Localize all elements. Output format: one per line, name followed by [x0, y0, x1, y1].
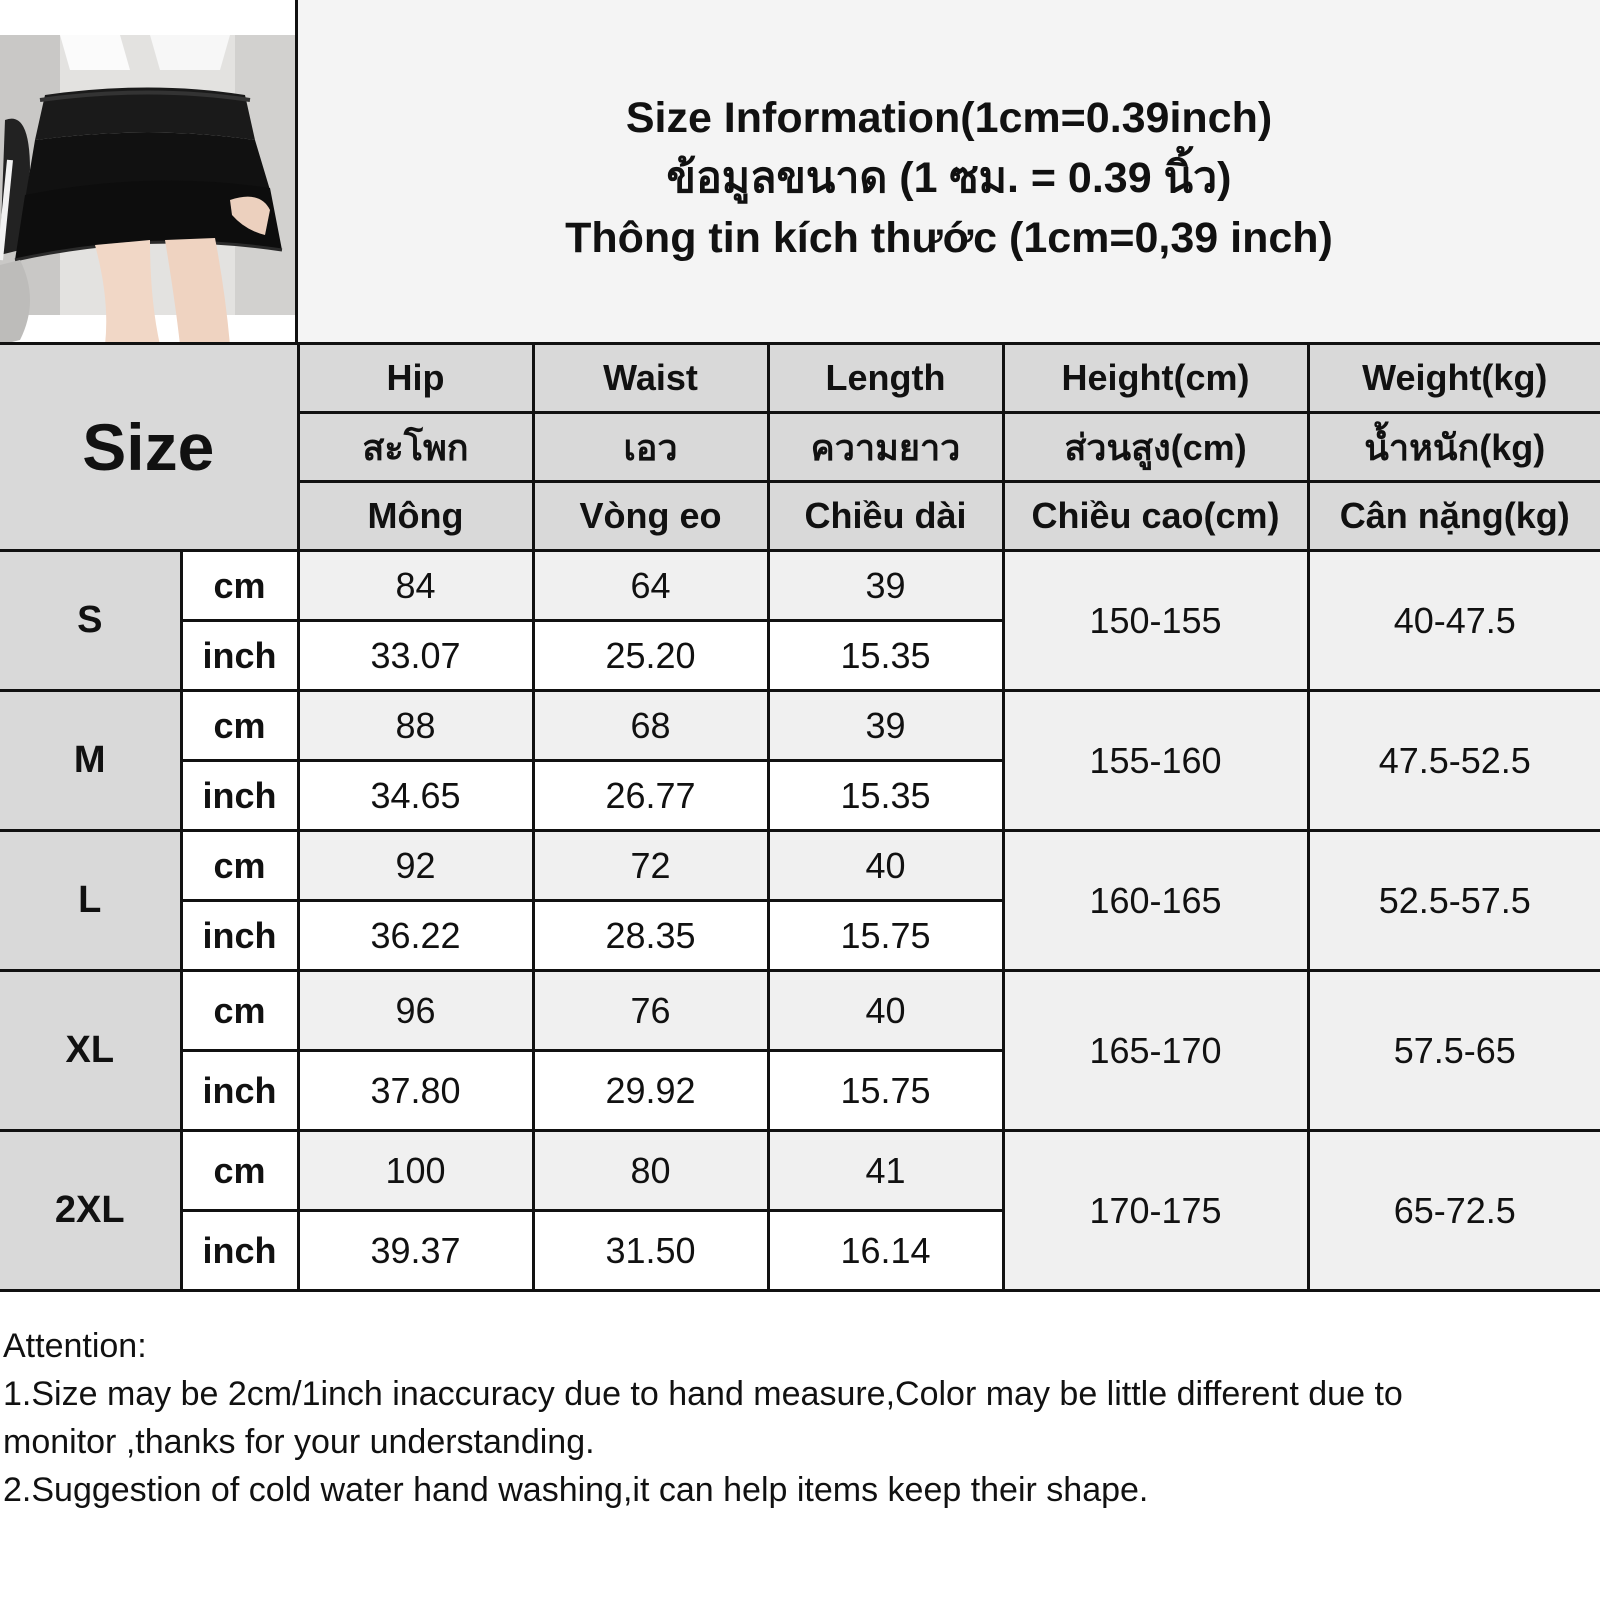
size-header: Size	[0, 344, 298, 551]
length-cm: 40	[768, 831, 1003, 901]
length-inch: 15.35	[768, 621, 1003, 691]
attention-notes	[3, 1322, 1593, 1514]
height-range: 150-155	[1003, 551, 1308, 691]
waist-inch: 29.92	[533, 1051, 768, 1131]
unit-cm: cm	[181, 831, 298, 901]
table-row	[0, 831, 1600, 901]
product-photo	[0, 0, 298, 345]
column-header-weight-vi: Cân nặng(kg)	[1308, 482, 1600, 551]
note-item-1-line-1: 1.Size may be 2cm/1inch inaccuracy due to hand measure,Color may be little different due to	[3, 1375, 1403, 1413]
size-chart-table	[0, 342, 1600, 1292]
header-row-en	[0, 344, 1600, 413]
column-header-length: Length	[768, 344, 1003, 413]
length-cm: 41	[768, 1131, 1003, 1211]
unit-inch: inch	[181, 1211, 298, 1291]
weight-range: 65-72.5	[1308, 1131, 1600, 1291]
weight-range: 47.5-52.5	[1308, 691, 1600, 831]
table-row	[0, 971, 1600, 1051]
note-item-1-line-2: monitor ,thanks for your understanding.	[3, 1423, 595, 1461]
column-header-hip-vi: Mông	[298, 482, 533, 551]
unit-inch: inch	[181, 901, 298, 971]
height-range: 155-160	[1003, 691, 1308, 831]
weight-range: 57.5-65	[1308, 971, 1600, 1131]
length-inch: 15.35	[768, 761, 1003, 831]
column-header-weight-th: น้ำหนัก(kg)	[1308, 413, 1600, 482]
column-header-length-vi: Chiều dài	[768, 482, 1003, 551]
height-range: 170-175	[1003, 1131, 1308, 1291]
hip-inch: 34.65	[298, 761, 533, 831]
column-header-hip-th: สะโพก	[298, 413, 533, 482]
column-header-length-th: ความยาว	[768, 413, 1003, 482]
hip-inch: 36.22	[298, 901, 533, 971]
unit-cm: cm	[181, 691, 298, 761]
size-label-m: M	[0, 691, 181, 831]
column-header-hip: Hip	[298, 344, 533, 413]
column-header-height-th: ส่วนสูง(cm)	[1003, 413, 1308, 482]
hip-cm: 96	[298, 971, 533, 1051]
size-info-title	[298, 0, 1600, 345]
waist-cm: 72	[533, 831, 768, 901]
column-header-waist-vi: Vòng eo	[533, 482, 768, 551]
unit-inch: inch	[181, 761, 298, 831]
hip-cm: 92	[298, 831, 533, 901]
length-cm: 40	[768, 971, 1003, 1051]
waist-cm: 68	[533, 691, 768, 761]
height-range: 165-170	[1003, 971, 1308, 1131]
unit-inch: inch	[181, 621, 298, 691]
length-cm: 39	[768, 551, 1003, 621]
waist-inch: 31.50	[533, 1211, 768, 1291]
skirt-illustration	[0, 0, 295, 345]
column-header-height: Height(cm)	[1003, 344, 1308, 413]
weight-range: 52.5-57.5	[1308, 831, 1600, 971]
waist-inch: 26.77	[533, 761, 768, 831]
waist-cm: 76	[533, 971, 768, 1051]
unit-cm: cm	[181, 551, 298, 621]
column-header-waist-th: เอว	[533, 413, 768, 482]
table-row	[0, 551, 1600, 621]
notes-heading: Attention:	[3, 1327, 147, 1365]
waist-cm: 80	[533, 1131, 768, 1211]
table-row	[0, 1131, 1600, 1211]
column-header-weight: Weight(kg)	[1308, 344, 1600, 413]
hip-inch: 39.37	[298, 1211, 533, 1291]
size-label-l: L	[0, 831, 181, 971]
hip-inch: 37.80	[298, 1051, 533, 1131]
unit-inch: inch	[181, 1051, 298, 1131]
length-inch: 15.75	[768, 1051, 1003, 1131]
table-row	[0, 691, 1600, 761]
hip-cm: 88	[298, 691, 533, 761]
title-english: Size Information(1cm=0.39inch)	[625, 93, 1273, 142]
title-vietnamese: Thông tin kích thước (1cm=0,39 inch)	[565, 213, 1333, 262]
hip-inch: 33.07	[298, 621, 533, 691]
column-header-height-vi: Chiều cao(cm)	[1003, 482, 1308, 551]
header-area	[0, 0, 1600, 345]
size-label-xl: XL	[0, 971, 181, 1131]
hip-cm: 84	[298, 551, 533, 621]
column-header-waist: Waist	[533, 344, 768, 413]
note-item-2: 2.Suggestion of cold water hand washing,it can help items keep their shape.	[3, 1471, 1149, 1509]
title-thai: ข้อมูลขนาด (1 ซม. = 0.39 นิ้ว)	[666, 153, 1232, 202]
size-label-2xl: 2XL	[0, 1131, 181, 1291]
height-range: 160-165	[1003, 831, 1308, 971]
length-cm: 39	[768, 691, 1003, 761]
weight-range: 40-47.5	[1308, 551, 1600, 691]
size-label-s: S	[0, 551, 181, 691]
hip-cm: 100	[298, 1131, 533, 1211]
waist-cm: 64	[533, 551, 768, 621]
length-inch: 15.75	[768, 901, 1003, 971]
unit-cm: cm	[181, 1131, 298, 1211]
waist-inch: 28.35	[533, 901, 768, 971]
length-inch: 16.14	[768, 1211, 1003, 1291]
unit-cm: cm	[181, 971, 298, 1051]
waist-inch: 25.20	[533, 621, 768, 691]
